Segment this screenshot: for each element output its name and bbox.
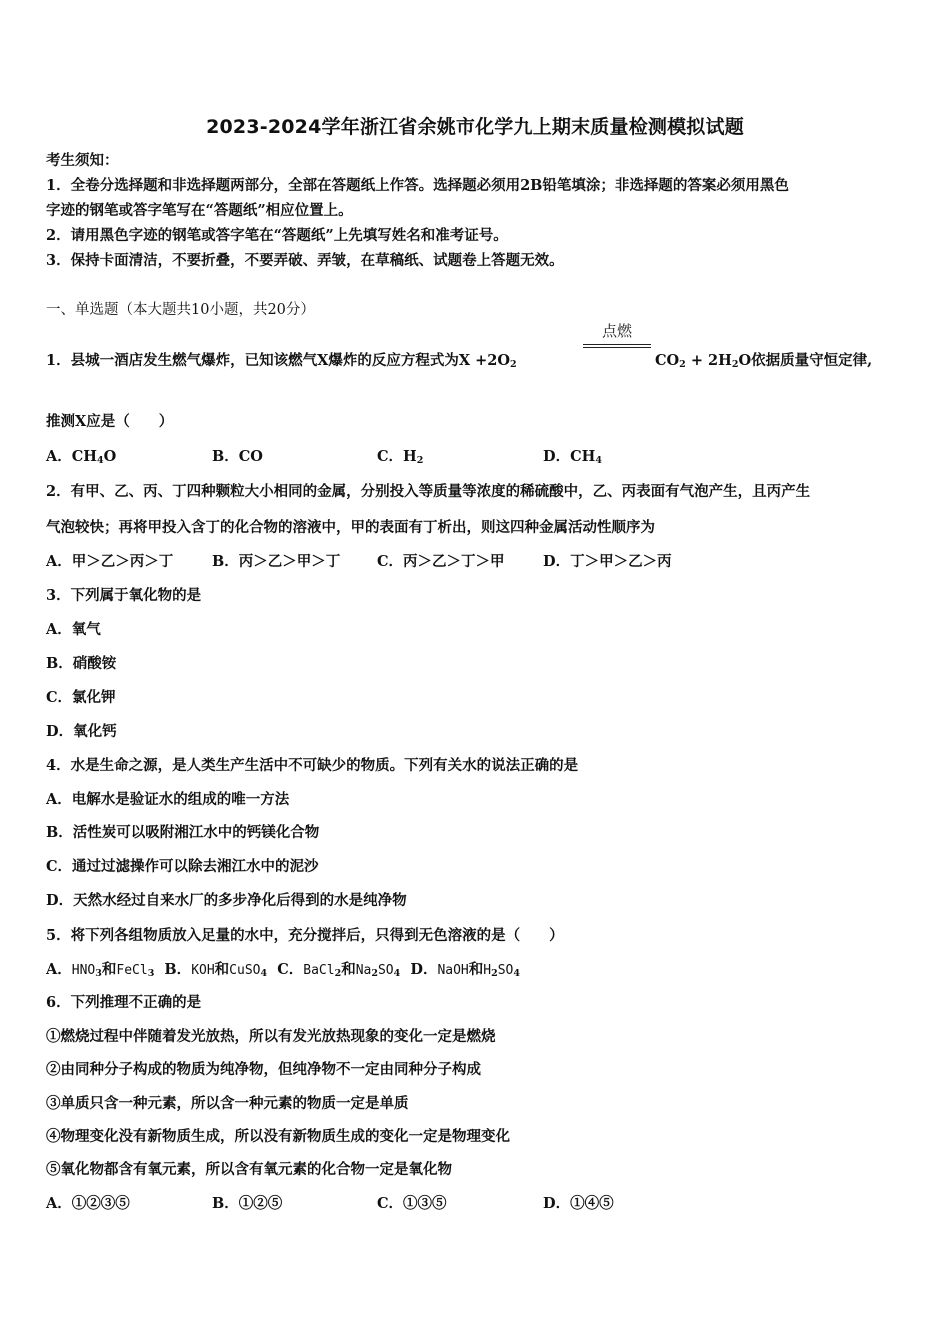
q3-option-d: D．氧化钙 [46, 723, 117, 740]
q1-stem [46, 351, 517, 371]
q5-option-a [46, 961, 154, 978]
q1-option-c [377, 447, 423, 467]
q6-statement: ②由同种分子构成的物质为纯净物，但纯净物不一定由同种分子构成 [46, 1061, 481, 1078]
subscript: 2 [679, 359, 686, 370]
formula: BaCl [303, 963, 335, 978]
q4-option-b: B．活性炭可以吸附湘江水中的钙镁化合物 [46, 824, 320, 841]
q4-option-d: D．天然水经过自来水厂的多步净化后得到的水是纯净物 [46, 892, 407, 909]
notice-item: 2．请用黑色字迹的钢笔或答字笔在“答题纸”上先填写姓名和准考证号。 [46, 227, 508, 244]
option-letter: A． [46, 961, 72, 978]
subscript: 2 [731, 359, 739, 370]
subscript: 4 [260, 968, 268, 979]
option-text: O [103, 448, 117, 465]
q5-stem: 5．将下列各组物质放入足量的水中，充分搅拌后，只得到无色溶液的是（ ） [46, 927, 564, 944]
reaction-condition [583, 322, 651, 348]
subscript: 2 [334, 968, 342, 979]
option-letter: D． [410, 961, 438, 978]
q3-option-b: B．硝酸铵 [46, 655, 117, 672]
subscript: 3 [147, 968, 155, 979]
q2-stem-continued: 气泡较快；再将甲投入含丁的化合物的溶液中，甲的表面有丁析出，则这四种金属活动性顺序为 [46, 519, 655, 536]
q5-option-d [410, 961, 520, 978]
q1-stem-continued: 推测X应是（ ） [46, 413, 174, 430]
notice-item: 字迹的钢笔或答字笔写在“答题纸”相应位置上。 [46, 202, 353, 219]
q1-stem-tail: O依据质量守恒定律, [738, 352, 873, 369]
q5-option-c [277, 961, 400, 978]
conjunction: 和 [468, 961, 484, 978]
q1-stem-products [655, 351, 872, 371]
q1-stem-text: 1．县城一酒店发生燃气爆炸，已知该燃气X爆炸的反应方程式为X +2O [46, 352, 511, 369]
condition-label: 点燃 [601, 322, 632, 340]
q2-stem: 2．有甲、乙、丙、丁四种颗粒大小相同的金属，分别投入等质量等浓度的稀硫酸中，乙、丙表面有气泡产生，且丙产生 [46, 483, 811, 500]
subscript: 2 [510, 359, 517, 370]
q4-option-a: A．电解水是验证水的组成的唯一方法 [46, 791, 290, 808]
q5-option-b [164, 961, 267, 978]
q2-option-d: D．丁＞甲＞乙＞丙 [543, 553, 672, 570]
subscript: 4 [97, 455, 104, 466]
q4-stem: 4．水是生命之源，是人类生产生活中不可缺少的物质。下列有关水的说法正确的是 [46, 757, 579, 774]
q2-option-b: B．丙＞乙＞甲＞丁 [212, 553, 341, 570]
q2-option-c: C．丙＞乙＞丁＞甲 [377, 553, 505, 570]
formula: FeCl [116, 963, 148, 978]
conjunction: 和 [341, 961, 356, 978]
equals-line-bottom [583, 347, 651, 348]
q6-option-c: C．①③⑤ [377, 1195, 447, 1212]
option-text: D．CH [543, 448, 596, 465]
formula: CuSO [229, 963, 261, 978]
notice-item: 3．保持卡面清洁，不要折叠，不要弄破、弄皱，在草稿纸、试题卷上答题无效。 [46, 252, 564, 269]
q1-option-d [543, 447, 602, 467]
q6-option-d: D．①④⑤ [543, 1195, 614, 1212]
q5-options [46, 960, 520, 981]
q6-statement: ⑤氧化物都含有氧元素，所以含有氧元素的化合物一定是氧化物 [46, 1161, 452, 1178]
product-h2o: + 2H [690, 352, 732, 369]
notice-item: 1．全卷分选择题和非选择题两部分，全部在答题纸上作答。选择题必须用2B铅笔填涂；非选择题的答案必须用黑色 [46, 177, 789, 194]
q6-option-b: B．①②⑤ [212, 1195, 283, 1212]
option-text: A．CH [46, 448, 97, 465]
section-heading: 一、单选题（本大题共10小题，共20分） [46, 302, 315, 318]
formula: Na [355, 963, 372, 978]
q1-option-b: B．CO [212, 448, 263, 465]
q6-statement: ④物理变化没有新物质生成，所以没有新物质生成的变化一定是物理变化 [46, 1128, 510, 1145]
q6-stem: 6．下列推理不正确的是 [46, 994, 202, 1011]
formula: KOH [191, 963, 215, 978]
subscript: 4 [513, 968, 520, 979]
q6-statement: ③单质只含一种元素，所以含一种元素的物质一定是单质 [46, 1095, 409, 1112]
page-title: 2023-2024学年浙江省余姚市化学九上期末质量检测模拟试题 [206, 116, 744, 138]
conjunction: 和 [101, 961, 117, 978]
subscript: 2 [416, 455, 424, 466]
q6-option-a: A．①②③⑤ [46, 1195, 130, 1212]
formula: NaOH [437, 963, 469, 978]
q4-option-c: C．通过过滤操作可以除去湘江水中的泥沙 [46, 858, 319, 875]
option-text: C．H [377, 448, 417, 465]
subscript: 3 [95, 968, 102, 979]
subscript: 2 [371, 968, 378, 979]
q3-stem: 3．下列属于氧化物的是 [46, 587, 202, 604]
notice-heading: 考生须知： [46, 152, 119, 169]
q6-statement: ①燃烧过程中伴随着发光放热，所以有发光放热现象的变化一定是燃烧 [46, 1028, 496, 1045]
option-letter: B． [164, 961, 192, 978]
equals-line-top [583, 344, 651, 345]
option-letter: C． [277, 961, 304, 978]
formula: SO [377, 963, 394, 978]
q1-option-a [46, 447, 116, 467]
q3-option-c: C．氯化钾 [46, 689, 116, 706]
formula: HNO [71, 963, 96, 978]
subscript: 4 [595, 455, 602, 466]
formula: H [483, 963, 492, 978]
q3-option-a: A．氧气 [46, 621, 101, 638]
subscript: 2 [491, 968, 498, 979]
q2-option-a: A．甲＞乙＞丙＞丁 [46, 553, 174, 570]
subscript: 4 [393, 968, 401, 979]
product-co2: CO [655, 352, 680, 369]
conjunction: 和 [214, 961, 230, 978]
formula: SO [497, 963, 514, 978]
